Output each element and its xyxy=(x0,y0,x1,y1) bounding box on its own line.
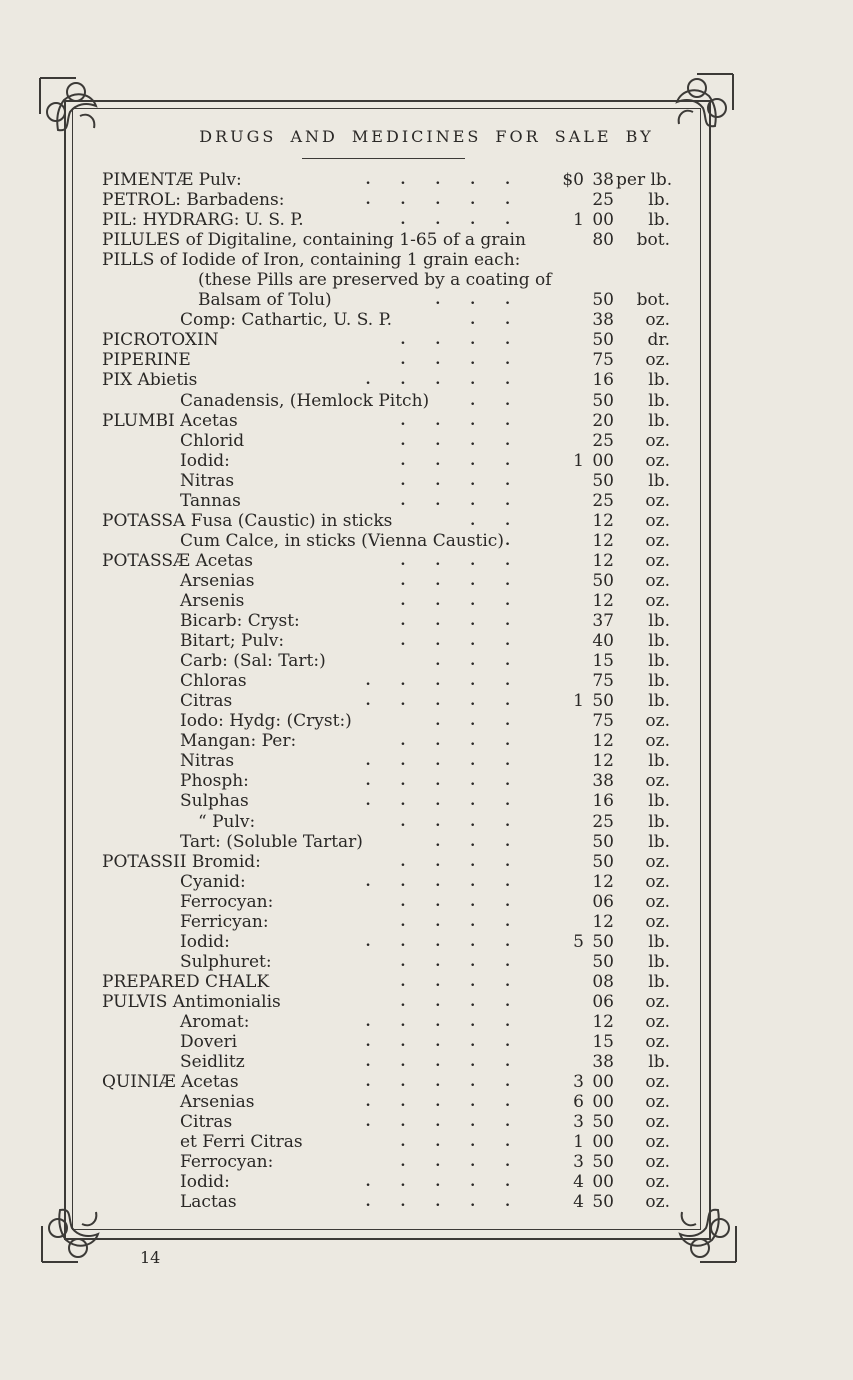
price-cents: 38 xyxy=(592,310,614,331)
item-name: PILLS of Iodide of Iron, containing 1 grain each: xyxy=(102,250,521,271)
item-name: Lactas xyxy=(180,1192,237,1213)
price-unit: oz. xyxy=(645,1112,670,1133)
leader-dots: .... xyxy=(400,592,540,609)
price-cents: 75 xyxy=(592,671,614,692)
price-unit: oz. xyxy=(645,1011,670,1032)
price-row xyxy=(0,270,853,290)
price-cents: 38 xyxy=(592,771,614,792)
item-name: Seidlitz xyxy=(180,1052,245,1073)
price-cents: 12 xyxy=(592,731,614,752)
price-unit: lb. xyxy=(648,210,670,231)
item-name: Carb: (Sal: Tart:) xyxy=(180,651,326,672)
price-row xyxy=(0,651,853,671)
price-unit: oz. xyxy=(645,1132,670,1153)
price-cents: 00 xyxy=(592,1172,614,1193)
price-unit: oz. xyxy=(645,991,670,1012)
price-cents: 16 xyxy=(592,791,614,812)
item-name: Tart: (Soluble Tartar) xyxy=(180,831,363,852)
price-cents: 12 xyxy=(592,530,614,551)
price-row xyxy=(0,952,853,972)
leader-dots: .... xyxy=(400,572,540,589)
price-cents: 16 xyxy=(592,370,614,391)
item-name: PETROL: Barbadens: xyxy=(102,190,285,211)
item-name: Chlorid xyxy=(180,430,245,451)
leader-dots: ..... xyxy=(365,1013,540,1030)
leader-dots: ... xyxy=(435,833,540,850)
price-unit: lb. xyxy=(648,370,670,391)
leader-dots: ..... xyxy=(365,372,540,389)
leader-dots: .. xyxy=(470,512,540,529)
price-cents: 06 xyxy=(592,991,614,1012)
price-row xyxy=(0,832,853,852)
item-name: Chloras xyxy=(180,671,247,692)
price-dollars: 4 xyxy=(573,1192,584,1213)
item-name: Arsenias xyxy=(180,570,255,591)
price-unit: lb. xyxy=(648,631,670,652)
leader-dots: .... xyxy=(400,613,540,630)
price-cents: 12 xyxy=(592,871,614,892)
page-number: 14 xyxy=(140,1248,161,1267)
price-row xyxy=(0,1052,853,1072)
leader-dots: ... xyxy=(435,292,540,309)
price-list xyxy=(0,170,853,1212)
leader-dots: .... xyxy=(400,973,540,990)
price-row xyxy=(0,611,853,631)
price-cents: 12 xyxy=(592,590,614,611)
price-cents: 50 xyxy=(592,691,614,712)
leader-dots: .... xyxy=(400,452,540,469)
price-unit: lb. xyxy=(648,811,670,832)
leader-dots: .. xyxy=(470,392,540,409)
price-unit: oz. xyxy=(645,771,670,792)
price-unit: lb. xyxy=(648,691,670,712)
price-unit: oz. xyxy=(645,490,670,511)
item-name: PLUMBI Acetas xyxy=(102,410,238,431)
price-row xyxy=(0,1112,853,1132)
leader-dots: .... xyxy=(400,332,540,349)
price-cents: 75 xyxy=(592,711,614,732)
item-name: Sulphas xyxy=(180,791,249,812)
price-cents: 50 xyxy=(592,330,614,351)
leader-dots: ..... xyxy=(365,873,540,890)
item-name: Iodo: Hydg: (Cryst:) xyxy=(180,711,352,732)
item-name: POTASSII Bromid: xyxy=(102,851,261,872)
price-cents: 12 xyxy=(592,550,614,571)
price-unit: oz. xyxy=(645,570,670,591)
price-unit: oz. xyxy=(645,711,670,732)
leader-dots: ..... xyxy=(365,192,540,209)
price-dollars: $0 xyxy=(562,170,584,190)
price-row xyxy=(0,932,853,952)
price-unit: oz. xyxy=(645,1192,670,1213)
price-row xyxy=(0,230,853,250)
leader-dots: .... xyxy=(400,853,540,870)
price-row xyxy=(0,751,853,771)
price-unit: lb. xyxy=(648,751,670,772)
price-unit: dr. xyxy=(647,330,670,351)
item-name: (these Pills are preserved by a coating of xyxy=(198,270,552,291)
price-row xyxy=(0,1072,853,1092)
leader-dots: .... xyxy=(400,913,540,930)
price-row xyxy=(0,872,853,892)
price-unit: oz. xyxy=(645,891,670,912)
price-dollars: 3 xyxy=(573,1072,584,1093)
leader-dots: ..... xyxy=(365,1034,540,1051)
price-dollars: 1 xyxy=(573,210,584,231)
price-dollars: 3 xyxy=(573,1152,584,1173)
price-cents: 50 xyxy=(592,951,614,972)
price-row xyxy=(0,992,853,1012)
leader-dots: .... xyxy=(400,412,540,429)
price-cents: 06 xyxy=(592,891,614,912)
price-cents: 00 xyxy=(592,450,614,471)
price-row xyxy=(0,1192,853,1212)
price-dollars: 1 xyxy=(573,450,584,471)
price-unit: lb. xyxy=(648,390,670,411)
price-row xyxy=(0,1092,853,1112)
price-dollars: 3 xyxy=(573,1112,584,1133)
price-row xyxy=(0,531,853,551)
price-cents: 50 xyxy=(592,290,614,311)
leader-dots: ..... xyxy=(365,793,540,810)
item-name: PIPERINE xyxy=(102,350,191,371)
leader-dots: .... xyxy=(400,352,540,369)
item-name: et Ferri Citras xyxy=(180,1132,303,1153)
leader-dots: .... xyxy=(400,472,540,489)
item-name: PIL: HYDRARG: U. S. P. xyxy=(102,210,304,231)
price-row xyxy=(0,812,853,832)
price-row xyxy=(0,411,853,431)
price-unit: lb. xyxy=(648,831,670,852)
item-name: Arsenias xyxy=(180,1092,255,1113)
leader-dots: ... xyxy=(435,713,540,730)
leader-dots: ..... xyxy=(365,1194,540,1211)
price-unit: oz. xyxy=(645,1092,670,1113)
item-name: Bitart; Pulv: xyxy=(180,631,285,652)
price-row xyxy=(0,190,853,210)
price-unit: lb. xyxy=(648,410,670,431)
item-name: POTASSA Fusa (Caustic) in sticks xyxy=(102,510,393,531)
leader-dots: ..... xyxy=(365,172,540,188)
price-row xyxy=(0,791,853,811)
price-cents: 50 xyxy=(592,1152,614,1173)
leader-dots: . xyxy=(505,532,540,549)
price-row xyxy=(0,631,853,651)
price-cents: 75 xyxy=(592,350,614,371)
price-unit: oz. xyxy=(645,871,670,892)
price-cents: 50 xyxy=(592,1112,614,1133)
price-row xyxy=(0,852,853,872)
price-cents: 12 xyxy=(592,1011,614,1032)
item-name: Bicarb: Cryst: xyxy=(180,611,300,632)
item-name: Phosph: xyxy=(180,771,249,792)
item-name: Iodid: xyxy=(180,450,230,471)
price-unit: oz. xyxy=(645,1172,670,1193)
item-name: Aromat: xyxy=(180,1011,250,1032)
price-dollars: 5 xyxy=(573,931,584,952)
price-row xyxy=(0,1032,853,1052)
leader-dots: ..... xyxy=(365,1094,540,1111)
price-row xyxy=(0,892,853,912)
item-name: Citras xyxy=(180,1112,233,1133)
item-name: Mangan: Per: xyxy=(180,731,297,752)
price-cents: 80 xyxy=(592,230,614,251)
price-row xyxy=(0,491,853,511)
item-name: “ Pulv: xyxy=(198,811,256,832)
price-row xyxy=(0,170,853,190)
leader-dots: ..... xyxy=(365,1174,540,1191)
price-cents: 25 xyxy=(592,490,614,511)
price-unit: lb. xyxy=(648,611,670,632)
item-name: Tannas xyxy=(180,490,241,511)
price-row xyxy=(0,290,853,310)
price-unit: oz. xyxy=(645,530,670,551)
price-row xyxy=(0,691,853,711)
price-unit: oz. xyxy=(645,590,670,611)
price-cents: 00 xyxy=(592,1072,614,1093)
price-unit: lb. xyxy=(648,470,670,491)
page-heading: DRUGS AND MEDICINES FOR SALE BY xyxy=(199,127,654,146)
price-row xyxy=(0,591,853,611)
heading-rule xyxy=(302,158,465,159)
price-cents: 50 xyxy=(592,470,614,491)
price-unit: lb. xyxy=(648,190,670,211)
price-unit: oz. xyxy=(645,1032,670,1053)
price-row xyxy=(0,731,853,751)
price-cents: 50 xyxy=(592,851,614,872)
price-row xyxy=(0,1132,853,1152)
price-row xyxy=(0,671,853,691)
price-row xyxy=(0,250,853,270)
price-cents: 25 xyxy=(592,190,614,211)
item-name: Arsenis xyxy=(180,590,245,611)
price-unit: oz. xyxy=(645,450,670,471)
price-unit: oz. xyxy=(645,851,670,872)
price-unit: lb. xyxy=(648,791,670,812)
price-cents: 40 xyxy=(592,631,614,652)
price-unit: lb. xyxy=(648,931,670,952)
price-row xyxy=(0,972,853,992)
price-unit: lb. xyxy=(648,671,670,692)
leader-dots: ..... xyxy=(365,1054,540,1071)
price-row xyxy=(0,471,853,491)
price-row xyxy=(0,210,853,230)
price-unit: lb. xyxy=(648,951,670,972)
leader-dots: .... xyxy=(400,492,540,509)
leader-dots: ..... xyxy=(365,1114,540,1131)
price-row xyxy=(0,391,853,411)
leader-dots: .... xyxy=(400,1134,540,1151)
price-cents: 50 xyxy=(592,570,614,591)
leader-dots: .... xyxy=(400,733,540,750)
item-name: Iodid: xyxy=(180,1172,230,1193)
item-name: Sulphuret: xyxy=(180,951,272,972)
leader-dots: .... xyxy=(400,813,540,830)
item-name: PICROTOXIN xyxy=(102,330,219,351)
item-name: Citras xyxy=(180,691,233,712)
price-cents: 50 xyxy=(592,390,614,411)
price-unit: oz. xyxy=(645,510,670,531)
leader-dots: .... xyxy=(400,893,540,910)
price-cents: 50 xyxy=(592,831,614,852)
leader-dots: .... xyxy=(400,633,540,650)
price-cents: 25 xyxy=(592,430,614,451)
item-name: Ferricyan: xyxy=(180,911,269,932)
leader-dots: .... xyxy=(400,953,540,970)
price-row xyxy=(0,330,853,350)
price-cents: 15 xyxy=(592,1032,614,1053)
price-row xyxy=(0,1172,853,1192)
price-unit: oz. xyxy=(645,1152,670,1173)
item-name: Doveri xyxy=(180,1032,238,1053)
price-row xyxy=(0,1152,853,1172)
price-cents: 00 xyxy=(592,1132,614,1153)
price-cents: 00 xyxy=(592,1092,614,1113)
price-unit: lb. xyxy=(648,971,670,992)
leader-dots: .... xyxy=(400,552,540,569)
leader-dots: ..... xyxy=(365,773,540,790)
price-unit: oz. xyxy=(645,350,670,371)
price-row xyxy=(0,370,853,390)
item-name: Ferrocyan: xyxy=(180,1152,274,1173)
leader-dots: .... xyxy=(400,212,540,229)
price-row xyxy=(0,571,853,591)
price-unit: oz. xyxy=(645,1072,670,1093)
item-name: Iodid: xyxy=(180,931,230,952)
item-name: Canadensis, (Hemlock Pitch) xyxy=(180,390,430,411)
price-unit: oz. xyxy=(645,911,670,932)
leader-dots: .... xyxy=(400,432,540,449)
price-cents: 15 xyxy=(592,651,614,672)
leader-dots: .... xyxy=(400,1154,540,1171)
item-name: PIMENTÆ Pulv: xyxy=(102,170,242,190)
leader-dots: ..... xyxy=(365,1074,540,1091)
item-name: QUINIÆ Acetas xyxy=(102,1072,239,1093)
price-unit: lb. xyxy=(648,1052,670,1073)
price-row xyxy=(0,431,853,451)
price-cents: 00 xyxy=(592,210,614,231)
price-unit: bot. xyxy=(636,230,670,251)
price-row xyxy=(0,350,853,370)
item-name: Balsam of Tolu) xyxy=(198,290,332,311)
item-name: PILULES of Digitaline, containing 1-65 of a grain xyxy=(102,230,526,251)
item-name: POTASSÆ Acetas xyxy=(102,550,254,571)
price-unit: bot. xyxy=(636,290,670,311)
price-unit: oz. xyxy=(645,550,670,571)
price-cents: 12 xyxy=(592,510,614,531)
leader-dots: .. xyxy=(470,312,540,329)
price-row xyxy=(0,451,853,471)
price-unit: oz. xyxy=(645,731,670,752)
price-cents: 50 xyxy=(592,931,614,952)
leader-dots: ..... xyxy=(365,753,540,770)
price-dollars: 1 xyxy=(573,1132,584,1153)
price-row xyxy=(0,912,853,932)
price-unit: oz. xyxy=(645,310,670,331)
price-cents: 20 xyxy=(592,410,614,431)
leader-dots: ..... xyxy=(365,693,540,710)
item-name: PREPARED CHALK xyxy=(102,971,270,992)
price-row xyxy=(0,511,853,531)
leader-dots: ..... xyxy=(365,933,540,950)
price-unit: lb. xyxy=(648,651,670,672)
item-name: PIX Abietis xyxy=(102,370,198,391)
leader-dots: ..... xyxy=(365,673,540,690)
price-cents: 37 xyxy=(592,611,614,632)
item-name: Cum Calce, in sticks (Vienna Caustic) xyxy=(180,530,504,551)
price-cents: 12 xyxy=(592,751,614,772)
price-cents: 25 xyxy=(592,811,614,832)
price-cents: 12 xyxy=(592,911,614,932)
price-cents: 08 xyxy=(592,971,614,992)
price-row xyxy=(0,551,853,571)
item-name: Comp: Cathartic, U. S. P. xyxy=(180,310,392,331)
price-row xyxy=(0,771,853,791)
item-name: PULVIS Antimonialis xyxy=(102,991,281,1012)
price-dollars: 4 xyxy=(573,1172,584,1193)
price-row xyxy=(0,1012,853,1032)
leader-dots: ... xyxy=(435,653,540,670)
price-cents: 38 xyxy=(592,170,614,190)
item-name: Nitras xyxy=(180,751,235,772)
item-name: Nitras xyxy=(180,470,235,491)
price-cents: 50 xyxy=(592,1192,614,1213)
price-unit: oz. xyxy=(645,430,670,451)
price-dollars: 1 xyxy=(573,691,584,712)
price-cents: 38 xyxy=(592,1052,614,1073)
price-row xyxy=(0,711,853,731)
price-row xyxy=(0,310,853,330)
price-dollars: 6 xyxy=(573,1092,584,1113)
item-name: Ferrocyan: xyxy=(180,891,274,912)
leader-dots: .... xyxy=(400,993,540,1010)
item-name: Cyanid: xyxy=(180,871,246,892)
price-unit: per lb. xyxy=(616,170,673,190)
